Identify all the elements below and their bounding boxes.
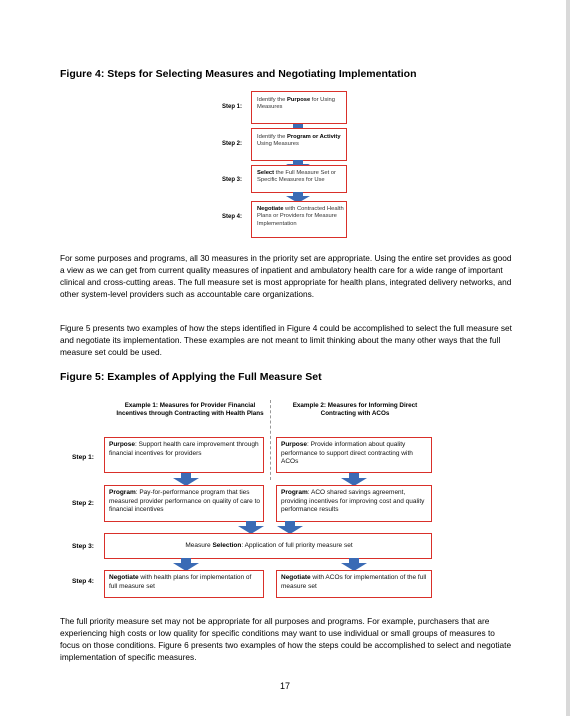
fig4-step-3-text: Select the Full Measure Set or Specific Measures for Use [257,170,336,184]
fig4-step-3-label: Step 3: [222,177,243,183]
fig4-step-2-box [251,128,347,161]
fig5-step-3-label: Step 3: [72,543,94,550]
fig4-step-4-text: Negotiate with Contracted Health Plans or Providers for Measure Implementation [257,206,344,227]
example-1-purpose-box [104,437,264,473]
measure-selection-box [104,533,432,559]
example-2-purpose-text: Purpose: Provide information about quality performance to support direct contracting with ACOs [281,441,413,466]
example-1-negotiate-text: Negotiate with health plans for implementation of full measure set [109,574,252,590]
fig4-step-1-text: Identify the Purpose for Using Measures [257,97,335,111]
measure-selection-text: Measure Selection: Application of full priority measure set [185,542,353,549]
example-2-program-box [276,485,432,522]
fig4-step-1-box [251,91,347,124]
fig4-step-2-text: Identify the Program or Activity Using Measures [257,134,341,148]
column-divider [270,400,271,480]
example-1-header: Example 1: Measures for Provider Financial Incentives through Contracting with Health Plans [116,402,264,417]
example-2-program-text: Program: ACO shared savings agreement, providing incentives for improving cost and quality performance results [281,489,425,514]
fig4-step-2-label: Step 2: [222,141,243,147]
example-2-negotiate-box [276,570,432,598]
page-number: 17 [279,681,290,691]
fig5-step-4-label: Step 4: [72,578,94,585]
fig5-step-2-label: Step 2: [72,500,94,507]
example-1-program-text: Program: Pay-for-performance program that ties measured provider performance on quality of care to financial incentives [109,489,261,514]
example-1-purpose-text: Purpose: Support health care improvement through financial incentives for providers [109,441,259,457]
fig4-step-1-label: Step 1: [222,104,243,110]
example-2-negotiate-text: Negotiate with ACOs for implementation of the full measure set [281,574,427,590]
figure-4-title: Figure 4: Steps for Selecting Measures and Negotiating Implementation [60,68,417,80]
example-2-header: Example 2: Measures for Informing Direct Contracting with ACOs [292,402,418,417]
paragraph-full-set-intro: For some purposes and programs, all 30 measures in the priority set are appropriate. Using the entire set provides as good a view as we can get from current quality measures of inpatient and ambulatory health care for a wide range of important clinical and cross-cutting areas. The full measure set is most appropriate for health plans, integrated delivery networks, and other system-level providers such as accountable care organizations. [60,253,512,299]
fig4-step-4-box [251,201,347,238]
paragraph-specific-measures: The full priority measure set may not be appropriate for all purposes and programs. For example, purchasers that are experiencing high costs or low quality for specific conditions may want to use individual or small groups of measures to focus on those conditions. Figure 6 presents two examples of how the steps could be accomplished to select and negotiate implementation of specific measures. [60,616,512,662]
example-1-program-box [104,485,264,522]
example-2-purpose-box [276,437,432,473]
page-edge [566,0,570,716]
fig4-step-4-label: Step 4: [222,214,243,220]
fig4-step-3-box [251,165,347,193]
fig5-step-1-label: Step 1: [72,454,94,461]
figure-5-title: Figure 5: Examples of Applying the Full Measure Set [60,371,322,383]
example-1-negotiate-box [104,570,264,598]
paragraph-figure5-intro: Figure 5 presents two examples of how the steps identified in Figure 4 could be accomplished to select the full measure set and negotiate its implementation. These examples are not meant to limit thinking about the many other ways that the full measure set could be used. [60,323,512,357]
